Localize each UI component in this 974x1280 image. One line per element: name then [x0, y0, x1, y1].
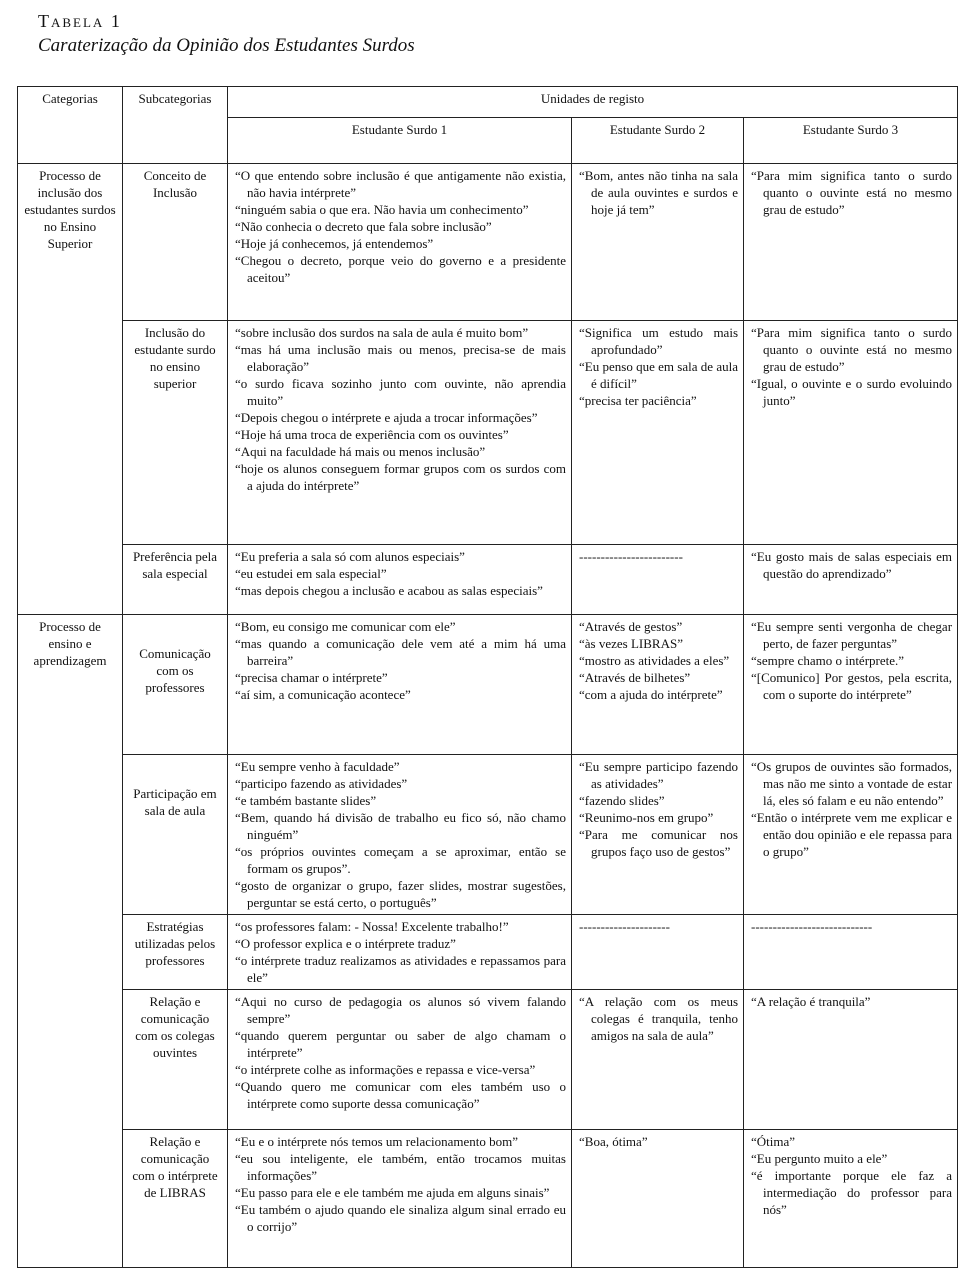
quote: “o intérprete colhe as informações e repassa e vice-versa”	[235, 1062, 536, 1077]
opinion-table	[17, 86, 958, 1268]
student-3-cell	[744, 990, 958, 1130]
quote: “eu estudei em sala especial”	[235, 566, 387, 581]
quote: “Para me comunicar nos grupos faço uso de gestos”	[579, 827, 738, 859]
quote: “precisa ter paciência”	[579, 393, 697, 408]
quote: “Quando quero me comunicar com eles também uso o intérprete como suporte dessa comunicação”	[235, 1079, 566, 1111]
student-3-cell	[744, 321, 958, 545]
quote: “Reunimo-nos em grupo”	[579, 810, 714, 825]
quote: “Eu sempre participo fazendo as atividades”	[579, 759, 738, 791]
quote: “gosto de organizar o grupo, fazer slides, mostrar sugestões, perguntar se está certo, o português”	[235, 878, 566, 910]
student-1-cell	[228, 990, 572, 1130]
quote: “Eu sempre senti vergonha de chegar perto, de fazer perguntas”	[751, 619, 953, 651]
student-2-cell	[572, 1130, 744, 1268]
quote: “mas há uma inclusão mais ou menos, precisa-se de mais elaboração”	[235, 342, 566, 374]
quote: “Eu também o ajudo quando ele sinaliza algum sinal errado eu o corrijo”	[235, 1202, 566, 1234]
student-2-cell	[572, 615, 744, 755]
quote: “Eu passo para ele e ele também me ajuda em alguns sinais”	[235, 1185, 550, 1200]
quote: “às vezes LIBRAS”	[579, 636, 683, 651]
quote: “Bem, quando há divisão de trabalho eu fico só, não chamo ninguém”	[235, 810, 566, 842]
quote: “participo fazendo as atividades”	[235, 776, 408, 791]
quote: “sobre inclusão dos surdos na sala de aula é muito bom”	[235, 325, 529, 340]
quote: “com a ajuda do intérprete”	[579, 687, 723, 702]
quote: “os professores falam: - Nossa! Excelente trabalho!”	[235, 919, 509, 934]
quote: “Através de gestos”	[579, 619, 683, 634]
subcategory-cell: Relação e comunicação com os colegas ouvintes	[123, 990, 228, 1130]
table-label: Tabela 1	[38, 11, 122, 31]
student-2-cell	[572, 755, 744, 915]
quote: “Para mim significa tanto o surdo quanto o ouvinte está no mesmo grau de estudo”	[751, 168, 953, 217]
table-row	[18, 755, 958, 915]
quote: “Para mim significa tanto o surdo quanto o ouvinte está no mesmo grau de estudo”	[751, 325, 953, 374]
quote: “ninguém sabia o que era. Não havia um conhecimento”	[235, 202, 529, 217]
quote: “os próprios ouvintes começam a se aproximar, então se formam os grupos”.	[235, 844, 566, 876]
quote: “Chegou o decreto, porque veio do governo e a presidente aceitou”	[235, 253, 566, 285]
category-cell: Processo de ensino e aprendizagem	[18, 615, 123, 1268]
header-categorias: Categorias	[18, 87, 123, 164]
quote: “Eu e o intérprete nós temos um relacionamento bom”	[235, 1134, 519, 1149]
subcategory-cell: Comunicação com os professores	[123, 615, 228, 755]
quote: “Os grupos de ouvintes são formados, mas não me sinto a vontade de estar lá, eles só falam e eu não entendo”	[751, 759, 953, 808]
quote: “Bom, eu consigo me comunicar com ele”	[235, 619, 456, 634]
quote: “Boa, ótima”	[579, 1134, 648, 1149]
header-subcategorias: Subcategorias	[123, 87, 228, 164]
student-3-cell	[744, 615, 958, 755]
quote: “Bom, antes não tinha na sala de aula ouvintes e surdos e hoje já tem”	[579, 168, 738, 217]
quote: “o intérprete traduz realizamos as atividades e repassamos para ele”	[235, 953, 566, 985]
subcategory-cell: Estratégias utilizadas pelos professores	[123, 915, 228, 990]
student-2-cell	[572, 990, 744, 1130]
student-3-cell	[744, 164, 958, 321]
quote: “Significa um estudo mais aprofundado”	[579, 325, 738, 357]
subcategory-cell: Inclusão do estudante surdo no ensino superior	[123, 321, 228, 545]
table-row	[18, 321, 958, 545]
quote: “O que entendo sobre inclusão é que antigamente não existia, não havia intérprete”	[235, 168, 566, 200]
quote: “mostro as atividades a eles”	[579, 653, 730, 668]
student-1-cell	[228, 755, 572, 915]
quote: “Eu preferia a sala só com alunos especiais”	[235, 549, 465, 564]
quote: ----------------------------	[751, 919, 873, 934]
quote: “Hoje há uma troca de experiência com os ouvintes”	[235, 427, 509, 442]
quote: “Igual, o ouvinte e o surdo evoluindo junto”	[751, 376, 953, 408]
quote: “Não conhecia o decreto que fala sobre inclusão”	[235, 219, 492, 234]
student-2-cell	[572, 321, 744, 545]
quote: “e também bastante slides”	[235, 793, 377, 808]
table-row	[18, 615, 958, 755]
header-estudante-2: Estudante Surdo 2	[572, 118, 744, 164]
student-3-cell	[744, 755, 958, 915]
quote: “mas depois chegou a inclusão e acabou as salas especiais”	[235, 583, 543, 598]
quote: “sempre chamo o intérprete.”	[751, 653, 905, 668]
quote: “eu sou inteligente, ele também, então trocamos muitas informações”	[235, 1151, 566, 1183]
quote: “fazendo slides”	[579, 793, 665, 808]
table-row	[18, 915, 958, 990]
quote: “Eu gosto mais de salas especiais em questão do aprendizado”	[751, 549, 953, 581]
table-title: Caraterização da Opinião dos Estudantes Surdos	[38, 35, 415, 56]
quote: “Depois chegou o intérprete e ajuda a trocar informações”	[235, 410, 538, 425]
table-row	[18, 990, 958, 1130]
quote: ------------------------	[579, 549, 683, 564]
table-row	[18, 164, 958, 321]
student-3-cell	[744, 1130, 958, 1268]
subcategory-cell: Preferência pela sala especial	[123, 545, 228, 615]
quote: “[Comunico] Por gestos, pela escrita, com o suporte do intérprete”	[751, 670, 953, 702]
quote: “Aqui no curso de pedagogia os alunos só vivem falando sempre”	[235, 994, 566, 1026]
student-2-cell	[572, 545, 744, 615]
header-estudante-1: Estudante Surdo 1	[228, 118, 572, 164]
quote: “é importante porque ele faz a intermediação do professor para nós”	[751, 1168, 953, 1217]
quote: “A relação é tranquila”	[751, 994, 871, 1009]
quote: “Então o intérprete vem me explicar e então dou opinião e ele repassa para o grupo”	[751, 810, 953, 859]
table-caption	[38, 10, 415, 58]
quote: “Eu penso que em sala de aula é difícil”	[579, 359, 738, 391]
student-2-cell	[572, 915, 744, 990]
quote: “Eu sempre venho à faculdade”	[235, 759, 400, 774]
quote: “Aqui na faculdade há mais ou menos inclusão”	[235, 444, 486, 459]
category-cell: Processo de inclusão dos estudantes surdos no Ensino Superior	[18, 164, 123, 615]
student-1-cell	[228, 545, 572, 615]
quote: “precisa chamar o intérprete”	[235, 670, 388, 685]
quote: “O professor explica e o intérprete traduz”	[235, 936, 456, 951]
student-1-cell	[228, 915, 572, 990]
quote: “Hoje já conhecemos, já entendemos”	[235, 236, 434, 251]
student-2-cell	[572, 164, 744, 321]
quote: “quando querem perguntar ou saber de algo chamam o intérprete”	[235, 1028, 566, 1060]
quote: ---------------------	[579, 919, 670, 934]
student-1-cell	[228, 615, 572, 755]
quote: “mas quando a comunicação dele vem até a mim há uma barreira”	[235, 636, 566, 668]
table-row	[18, 1130, 958, 1268]
subcategory-cell: Relação e comunicação com o intérprete de LIBRAS	[123, 1130, 228, 1268]
quote: “aí sim, a comunicação acontece”	[235, 687, 411, 702]
quote: “hoje os alunos conseguem formar grupos com os surdos com a ajuda do intérprete”	[235, 461, 566, 493]
student-3-cell	[744, 545, 958, 615]
subcategory-cell: Conceito de Inclusão	[123, 164, 228, 321]
student-3-cell	[744, 915, 958, 990]
table-row	[18, 545, 958, 615]
student-1-cell	[228, 1130, 572, 1268]
student-1-cell	[228, 164, 572, 321]
subcategory-cell: Participação em sala de aula	[123, 755, 228, 915]
quote: “Ótima”	[751, 1134, 796, 1149]
header-unidades: Unidades de registo	[228, 87, 958, 118]
header-estudante-3: Estudante Surdo 3	[744, 118, 958, 164]
quote: “o surdo ficava sozinho junto com ouvinte, não aprendia muito”	[235, 376, 566, 408]
student-1-cell	[228, 321, 572, 545]
quote: “Através de bilhetes”	[579, 670, 691, 685]
quote: “Eu pergunto muito a ele”	[751, 1151, 888, 1166]
quote: “A relação com os meus colegas é tranquila, tenho amigos na sala de aula”	[579, 994, 738, 1043]
